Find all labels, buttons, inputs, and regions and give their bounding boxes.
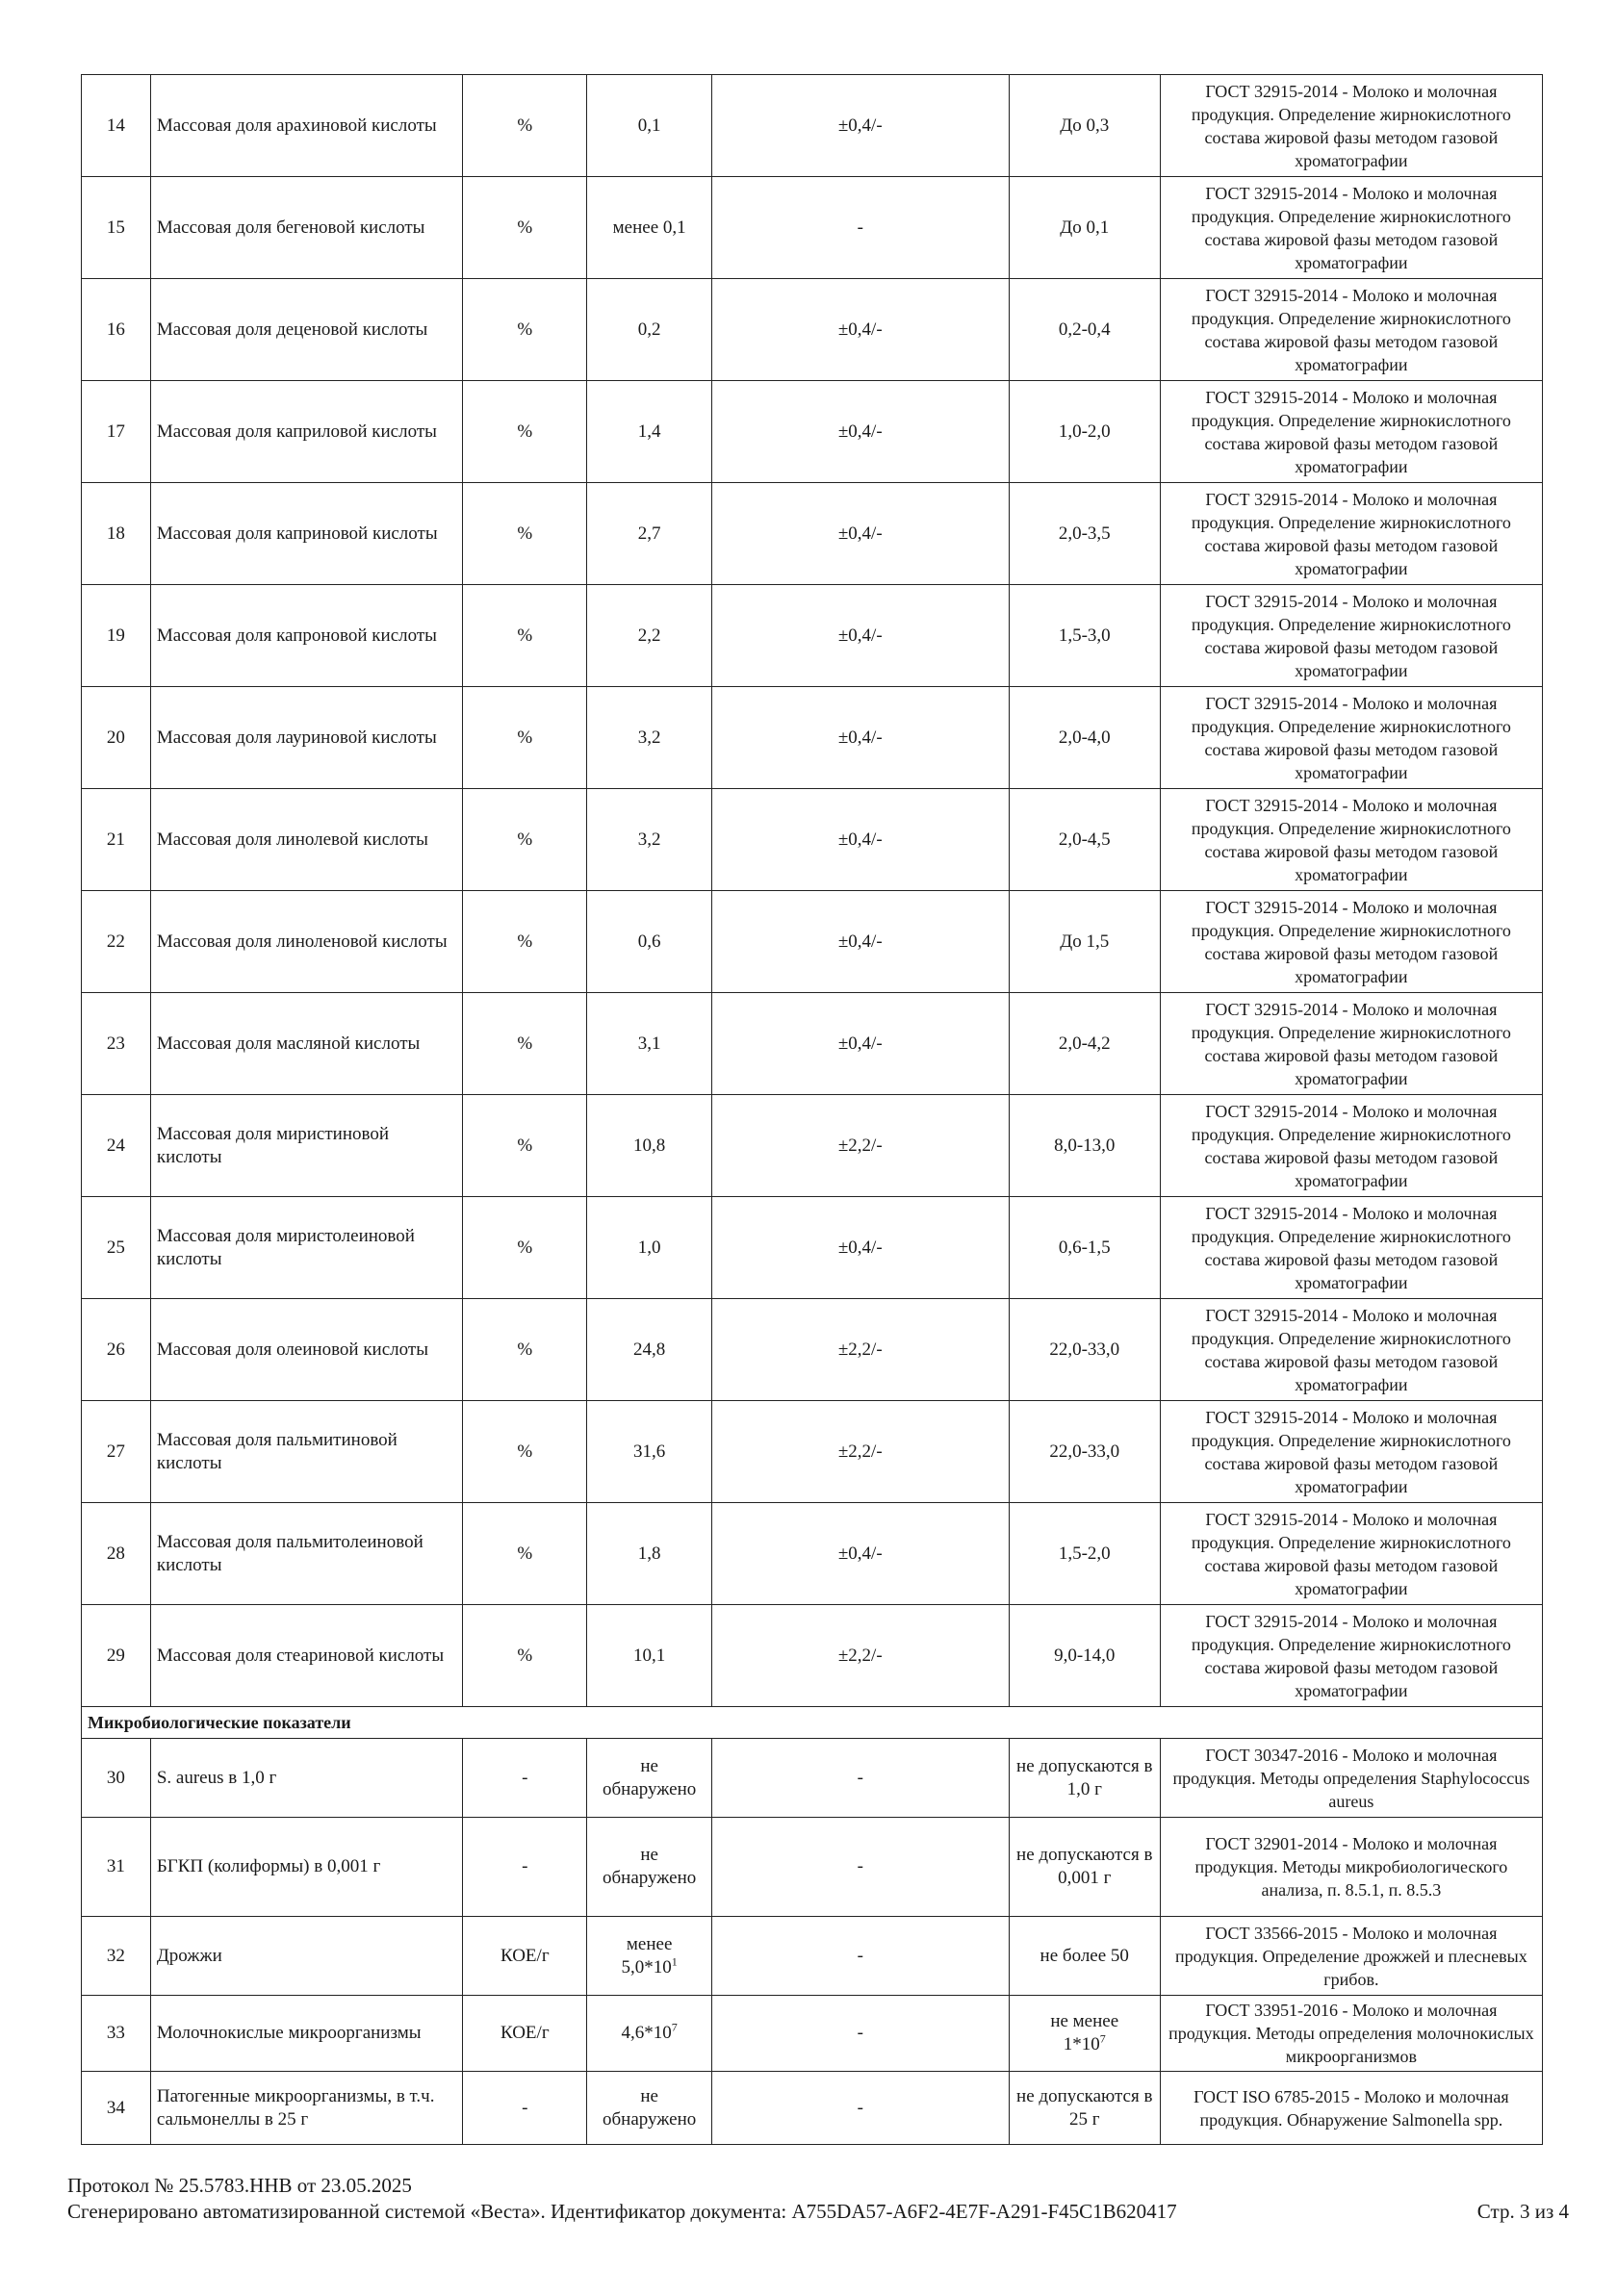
table-row: 32 Дрожжи КОЕ/г менее $5,0*10^1$ - не более 50 ГОСТ 33566-2015 - Молоко и молочная продукция. Определение дрожжей и плесневых грибов.: [82, 1917, 1543, 1996]
norm-value: не более 50: [1009, 1917, 1160, 1996]
indicator-name: Массовая доля масляной кислоты: [150, 993, 462, 1095]
method-cell: ГОСТ 32915-2014 - Молоко и молочная продукция. Определение жирнокислотного состава жировой фазы методом газовой хроматографии: [1160, 1095, 1542, 1197]
result-value: 3,1: [587, 993, 711, 1095]
method-cell: ГОСТ 32915-2014 - Молоко и молочная продукция. Определение жирнокислотного состава жировой фазы методом газовой хроматографии: [1160, 75, 1542, 177]
indicator-name: Патогенные микроорганизмы, в т.ч. сальмонеллы в 25 г: [150, 2072, 462, 2145]
result-value: 10,1: [587, 1605, 711, 1707]
method-cell: ГОСТ 32915-2014 - Молоко и молочная продукция. Определение жирнокислотного состава жировой фазы методом газовой хроматографии: [1160, 993, 1542, 1095]
results-table: [81, 74, 1543, 2145]
indicator-name: Массовая доля линоленовой кислоты: [150, 891, 462, 993]
table-row: 33 Молочнокислые микроорганизмы КОЕ/г $4,6*10^7$ - не менее $1*10^7$ ГОСТ 33951-2016 - Молоко и молочная продукция. Методы определения молочнокислых микроорганизмов: [82, 1996, 1543, 2072]
norm-value: До 0,1: [1009, 177, 1160, 279]
table-row: 29 Массовая доля стеариновой кислоты % 10,1 ±2,2/- 9,0-14,0 ГОСТ 32915-2014 - Молоко и молочная продукция. Определение жирнокислотного состава жировой фазы методом газовой хроматографии: [82, 1605, 1543, 1707]
method-cell: ГОСТ 32915-2014 - Молоко и молочная продукция. Определение жирнокислотного состава жировой фазы методом газовой хроматографии: [1160, 1197, 1542, 1299]
method-cell: ГОСТ 32901-2014 - Молоко и молочная продукция. Методы микробиологического анализа, п. 8.5.1, п. 8.5.3: [1160, 1818, 1542, 1917]
norm-value: не допускаются в 25 г: [1009, 2072, 1160, 2145]
indicator-name: Массовая доля бегеновой кислоты: [150, 177, 462, 279]
result-value: не обнаружено: [587, 1739, 711, 1818]
method-cell: ГОСТ 33951-2016 - Молоко и молочная продукция. Методы определения молочнокислых микроорганизмов: [1160, 1996, 1542, 2072]
indicator-name: Массовая доля олеиновой кислоты: [150, 1299, 462, 1401]
method-cell: ГОСТ 32915-2014 - Молоко и молочная продукция. Определение жирнокислотного состава жировой фазы методом газовой хроматографии: [1160, 1503, 1542, 1605]
indicator-name: Массовая доля миристиновой кислоты: [150, 1095, 462, 1197]
result-value: 0,2: [587, 279, 711, 381]
norm-value: 1,5-3,0: [1009, 585, 1160, 687]
indicator-name: Массовая доля пальмитиновой кислоты: [150, 1401, 462, 1503]
result-value: 10,8: [587, 1095, 711, 1197]
indicator-name: Массовая доля капроновой кислоты: [150, 585, 462, 687]
method-cell: ГОСТ ISO 6785-2015 - Молоко и молочная продукция. Обнаружение Salmonella spp.: [1160, 2072, 1542, 2145]
table-row: 26 Массовая доля олеиновой кислоты % 24,8 ±2,2/- 22,0-33,0 ГОСТ 32915-2014 - Молоко и молочная продукция. Определение жирнокислотного состава жировой фазы методом газовой хроматографии: [82, 1299, 1543, 1401]
table-row: 22 Массовая доля линоленовой кислоты % 0,6 ±0,4/- До 1,5 ГОСТ 32915-2014 - Молоко и молочная продукция. Определение жирнокислотного состава жировой фазы методом газовой хроматографии: [82, 891, 1543, 993]
table-row: 15 Массовая доля бегеновой кислоты % менее 0,1 - До 0,1 ГОСТ 32915-2014 - Молоко и молочная продукция. Определение жирнокислотного состава жировой фазы методом газовой хроматографии: [82, 177, 1543, 279]
result-value: менее $5,0*10^1$: [587, 1917, 711, 1996]
result-value: 24,8: [587, 1299, 711, 1401]
section-header-micro: [82, 1707, 1543, 1739]
norm-value: не допускаются в 1,0 г: [1009, 1739, 1160, 1818]
method-cell: ГОСТ 32915-2014 - Молоко и молочная продукция. Определение жирнокислотного состава жировой фазы методом газовой хроматографии: [1160, 789, 1542, 891]
section-title: Микробиологические показатели: [82, 1707, 1543, 1739]
indicator-name: Массовая доля стеариновой кислоты: [150, 1605, 462, 1707]
table-row: 34 Патогенные микроорганизмы, в т.ч. сальмонеллы в 25 г - не обнаружено - не допускаются в 25 г ГОСТ ISO 6785-2015 - Молоко и молочная продукция. Обнаружение Salmonella spp.: [82, 2072, 1543, 2145]
indicator-name: Массовая доля лауриновой кислоты: [150, 687, 462, 789]
indicator-name: S. aureus в 1,0 г: [150, 1739, 462, 1818]
table-row: 27 Массовая доля пальмитиновой кислоты % 31,6 ±2,2/- 22,0-33,0 ГОСТ 32915-2014 - Молоко и молочная продукция. Определение жирнокислотного состава жировой фазы методом газовой хроматографии: [82, 1401, 1543, 1503]
method-cell: ГОСТ 33566-2015 - Молоко и молочная продукция. Определение дрожжей и плесневых грибов.: [1160, 1917, 1542, 1996]
result-value: 1,4: [587, 381, 711, 483]
norm-value: До 0,3: [1009, 75, 1160, 177]
norm-value: До 1,5: [1009, 891, 1160, 993]
table-row: 25 Массовая доля миристолеиновой кислоты % 1,0 ±0,4/- 0,6-1,5 ГОСТ 32915-2014 - Молоко и молочная продукция. Определение жирнокислотного состава жировой фазы методом газовой хроматографии: [82, 1197, 1543, 1299]
indicator-name: Массовая доля каприновой кислоты: [150, 483, 462, 585]
table-row: 18 Массовая доля каприновой кислоты % 2,7 ±0,4/- 2,0-3,5 ГОСТ 32915-2014 - Молоко и молочная продукция. Определение жирнокислотного состава жировой фазы методом газовой хроматографии: [82, 483, 1543, 585]
table-row: 28 Массовая доля пальмитолеиновой кислоты % 1,8 ±0,4/- 1,5-2,0 ГОСТ 32915-2014 - Молоко и молочная продукция. Определение жирнокислотного состава жировой фазы методом газовой хроматографии: [82, 1503, 1543, 1605]
norm-value: 2,0-4,2: [1009, 993, 1160, 1095]
norm-value: 22,0-33,0: [1009, 1401, 1160, 1503]
generation-note: Сгенерировано автоматизированной системой «Веста». Идентификатор документа: A755DA57-A6F2-4E7F-A291-F45C1B620417: [67, 2200, 1177, 2223]
method-cell: ГОСТ 32915-2014 - Молоко и молочная продукция. Определение жирнокислотного состава жировой фазы методом газовой хроматографии: [1160, 1401, 1542, 1503]
norm-value: 22,0-33,0: [1009, 1299, 1160, 1401]
result-value: 1,0: [587, 1197, 711, 1299]
norm-value: 1,5-2,0: [1009, 1503, 1160, 1605]
table-row: 16 Массовая доля деценовой кислоты % 0,2 ±0,4/- 0,2-0,4 ГОСТ 32915-2014 - Молоко и молочная продукция. Определение жирнокислотного состава жировой фазы методом газовой хроматографии: [82, 279, 1543, 381]
indicator-name: Массовая доля деценовой кислоты: [150, 279, 462, 381]
indicator-name: Массовая доля пальмитолеиновой кислоты: [150, 1503, 462, 1605]
method-cell: ГОСТ 32915-2014 - Молоко и молочная продукция. Определение жирнокислотного состава жировой фазы методом газовой хроматографии: [1160, 1299, 1542, 1401]
norm-value: 2,0-4,5: [1009, 789, 1160, 891]
result-value: 3,2: [587, 789, 711, 891]
method-cell: ГОСТ 32915-2014 - Молоко и молочная продукция. Определение жирнокислотного состава жировой фазы методом газовой хроматографии: [1160, 177, 1542, 279]
indicator-name: Массовая доля арахиновой кислоты: [150, 75, 462, 177]
result-value: 0,1: [587, 75, 711, 177]
result-value: не обнаружено: [587, 1818, 711, 1917]
method-cell: ГОСТ 32915-2014 - Молоко и молочная продукция. Определение жирнокислотного состава жировой фазы методом газовой хроматографии: [1160, 891, 1542, 993]
indicator-name: Массовая доля каприловой кислоты: [150, 381, 462, 483]
result-value: 31,6: [587, 1401, 711, 1503]
indicator-name: Дрожжи: [150, 1917, 462, 1996]
table-row: 21 Массовая доля линолевой кислоты % 3,2 ±0,4/- 2,0-4,5 ГОСТ 32915-2014 - Молоко и молочная продукция. Определение жирнокислотного состава жировой фазы методом газовой хроматографии: [82, 789, 1543, 891]
norm-value: 2,0-3,5: [1009, 483, 1160, 585]
table-row: 14 Массовая доля арахиновой кислоты % 0,1 ±0,4/- До 0,3 ГОСТ 32915-2014 - Молоко и молочная продукция. Определение жирнокислотного состава жировой фазы методом газовой хроматографии: [82, 75, 1543, 177]
result-value: 2,2: [587, 585, 711, 687]
method-cell: ГОСТ 32915-2014 - Молоко и молочная продукция. Определение жирнокислотного состава жировой фазы методом газовой хроматографии: [1160, 585, 1542, 687]
norm-value: не менее $1*10^7$: [1009, 1996, 1160, 2072]
protocol-number: Протокол № 25.5783.ННВ от 23.05.2025: [67, 2174, 412, 2197]
indicator-name: Массовая доля миристолеиновой кислоты: [150, 1197, 462, 1299]
method-cell: ГОСТ 32915-2014 - Молоко и молочная продукция. Определение жирнокислотного состава жировой фазы методом газовой хроматографии: [1160, 687, 1542, 789]
norm-value: 0,6-1,5: [1009, 1197, 1160, 1299]
norm-value: не допускаются в 0,001 г: [1009, 1818, 1160, 1917]
norm-value: 9,0-14,0: [1009, 1605, 1160, 1707]
result-value: не обнаружено: [587, 2072, 711, 2145]
result-value: 3,2: [587, 687, 711, 789]
indicator-name: БГКП (колиформы) в 0,001 г: [150, 1818, 462, 1917]
result-value: 1,8: [587, 1503, 711, 1605]
table-row: 31 БГКП (колиформы) в 0,001 г - не обнаружено - не допускаются в 0,001 г ГОСТ 32901-2014 - Молоко и молочная продукция. Методы микробиологического анализа, п. 8.5.1, п. 8.5.3: [82, 1818, 1543, 1917]
page-number: Стр. 3 из 4: [1476, 2200, 1569, 2223]
table-row: 30 S. aureus в 1,0 г - не обнаружено - не допускаются в 1,0 г ГОСТ 30347-2016 - Молоко и молочная продукция. Методы определения Staphylococcus aureus: [82, 1739, 1543, 1818]
table-row: 19 Массовая доля капроновой кислоты % 2,2 ±0,4/- 1,5-3,0 ГОСТ 32915-2014 - Молоко и молочная продукция. Определение жирнокислотного состава жировой фазы методом газовой хроматографии: [82, 585, 1543, 687]
norm-value: 8,0-13,0: [1009, 1095, 1160, 1197]
norm-value: 1,0-2,0: [1009, 381, 1160, 483]
table-row: 24 Массовая доля миристиновой кислоты % 10,8 ±2,2/- 8,0-13,0 ГОСТ 32915-2014 - Молоко и молочная продукция. Определение жирнокислотного состава жировой фазы методом газовой хроматографии: [82, 1095, 1543, 1197]
norm-value: 2,0-4,0: [1009, 687, 1160, 789]
method-cell: ГОСТ 32915-2014 - Молоко и молочная продукция. Определение жирнокислотного состава жировой фазы методом газовой хроматографии: [1160, 483, 1542, 585]
indicator-name: Молочнокислые микроорганизмы: [150, 1996, 462, 2072]
result-value: 0,6: [587, 891, 711, 993]
table-row: 23 Массовая доля масляной кислоты % 3,1 ±0,4/- 2,0-4,2 ГОСТ 32915-2014 - Молоко и молочная продукция. Определение жирнокислотного состава жировой фазы методом газовой хроматографии: [82, 993, 1543, 1095]
result-value: 2,7: [587, 483, 711, 585]
norm-value: 0,2-0,4: [1009, 279, 1160, 381]
result-value: менее 0,1: [587, 177, 711, 279]
result-value: $4,6*10^7$: [587, 1996, 711, 2072]
method-cell: ГОСТ 30347-2016 - Молоко и молочная продукция. Методы определения Staphylococcus aureus: [1160, 1739, 1542, 1818]
table-row: 17 Массовая доля каприловой кислоты % 1,4 ±0,4/- 1,0-2,0 ГОСТ 32915-2014 - Молоко и молочная продукция. Определение жирнокислотного состава жировой фазы методом газовой хроматографии: [82, 381, 1543, 483]
method-cell: ГОСТ 32915-2014 - Молоко и молочная продукция. Определение жирнокислотного состава жировой фазы методом газовой хроматографии: [1160, 279, 1542, 381]
table-row: 20 Массовая доля лауриновой кислоты % 3,2 ±0,4/- 2,0-4,0 ГОСТ 32915-2014 - Молоко и молочная продукция. Определение жирнокислотного состава жировой фазы методом газовой хроматографии: [82, 687, 1543, 789]
indicator-name: Массовая доля линолевой кислоты: [150, 789, 462, 891]
method-cell: ГОСТ 32915-2014 - Молоко и молочная продукция. Определение жирнокислотного состава жировой фазы методом газовой хроматографии: [1160, 381, 1542, 483]
method-cell: ГОСТ 32915-2014 - Молоко и молочная продукция. Определение жирнокислотного состава жировой фазы методом газовой хроматографии: [1160, 1605, 1542, 1707]
page-footer: [67, 2173, 1569, 2225]
